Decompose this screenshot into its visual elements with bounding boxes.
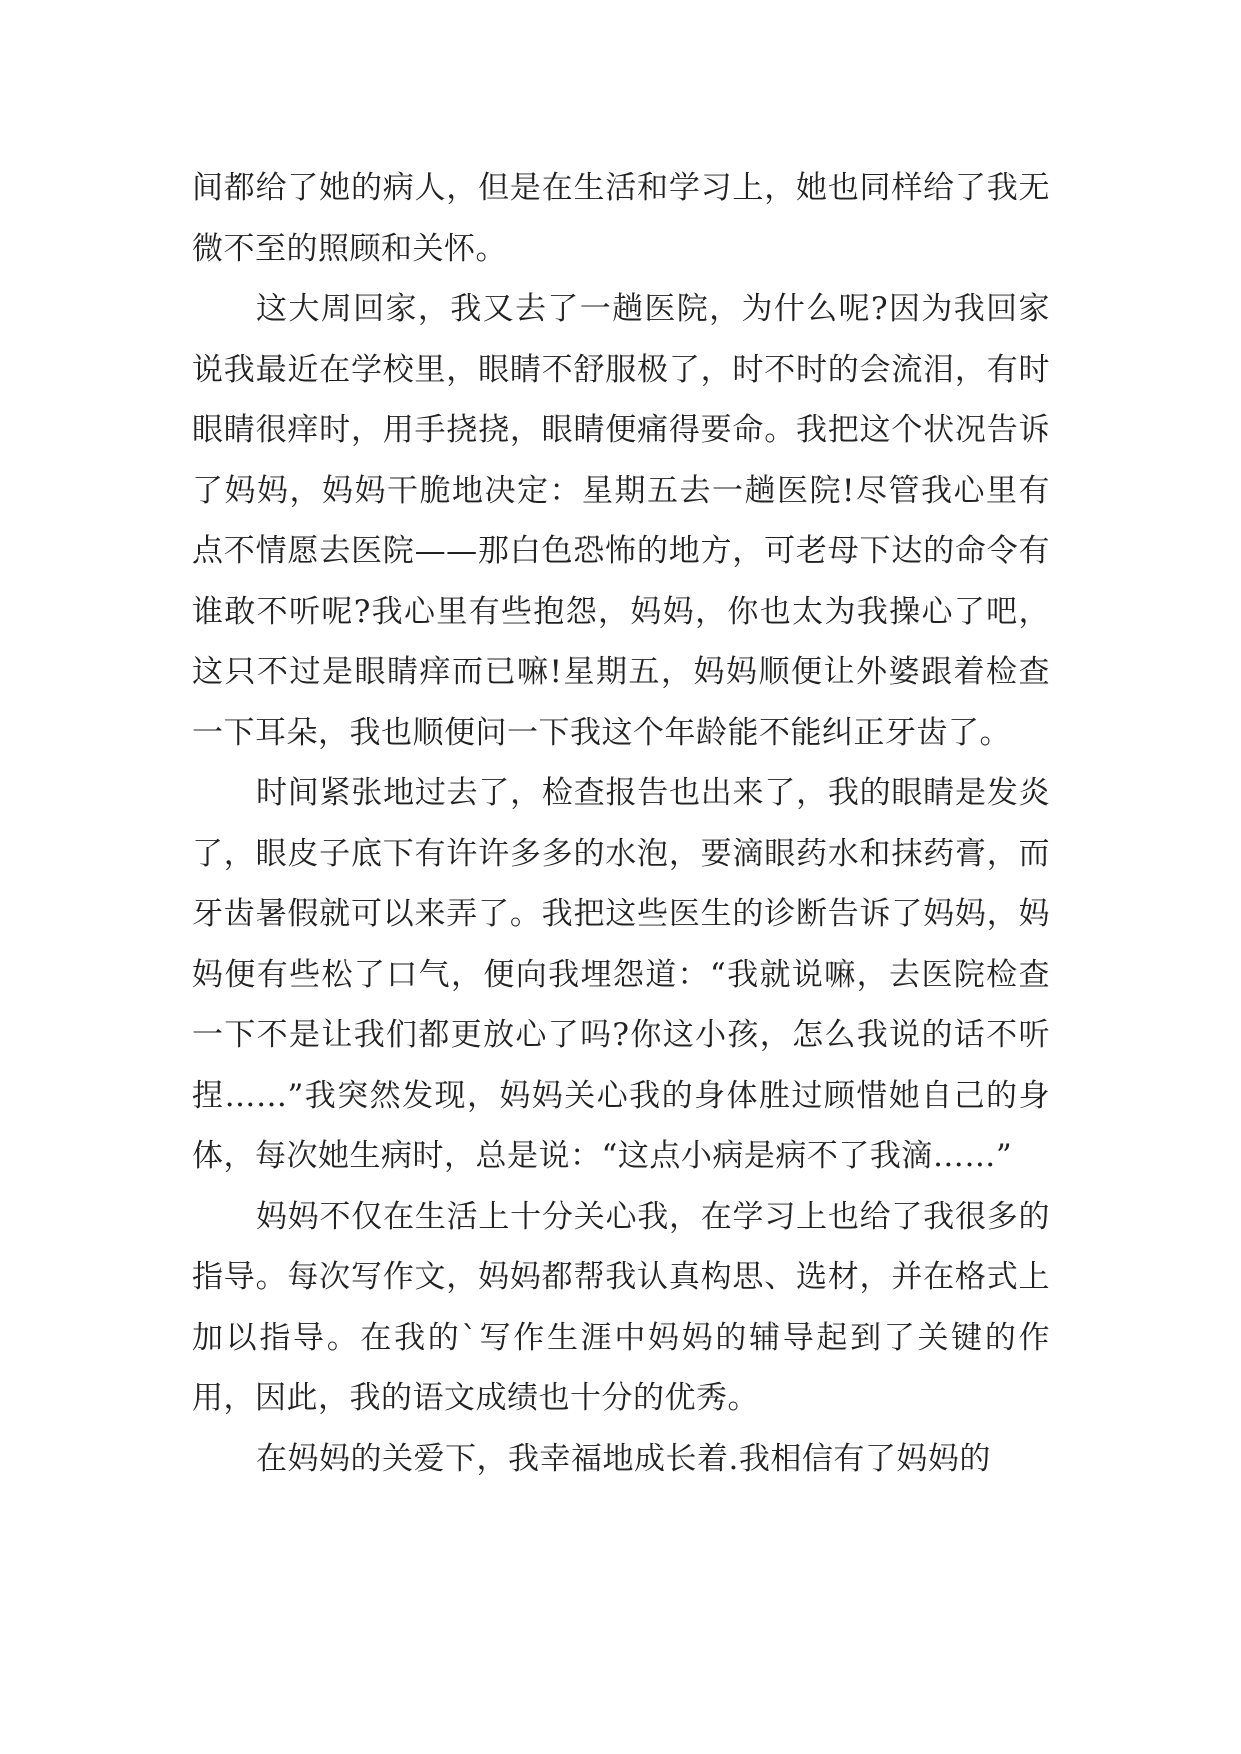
- paragraph-study-guidance: 妈妈不仅在生活上十分关心我，在学习上也给了我很多的指导。每次写作文，妈妈都帮我认真构思、选材，并在格式上加以指导。在我的`写作生涯中妈妈的辅导起到了关键的作用，因此，我的语文成绩也十分的优秀。: [192, 1198, 1050, 1416]
- paragraph-hospital-visit: 这大周回家，我又去了一趟医院，为什么呢?因为我回家说我最近在学校里，眼睛不舒服极了，时不时的会流泪，有时眼睛很痒时，用手挠挠，眼睛便痛得要命。我把这个状况告诉了妈妈，妈妈干脆地决定：星期五去一趟医院!尽管我心里有点不情愿去医院——那白色恐怖的地方，可老母下达的命令有谁敢不听呢?我心里有些抱怨，妈妈，你也太为我操心了吧，这只不过是眼睛痒而已嘛!星期五，妈妈顺便让外婆跟着检查一下耳朵，我也顺便问一下我这个年龄能不能纠正牙齿了。: [192, 291, 1050, 751]
- paragraph-closing: 在妈妈的关爱下，我幸福地成长着.我相信有了妈妈的: [256, 1440, 991, 1477]
- paragraph-continuation: 间都给了她的病人，但是在生活和学习上，她也同样给了我无微不至的照顾和关怀。: [192, 170, 1050, 267]
- essay-body: [192, 158, 1050, 1489]
- paragraph-checkup-report: 时间紧张地过去了，检查报告也出来了，我的眼睛是发炎了，眼皮子底下有许许多多的水泡，要滴眼药水和抹药膏，而牙齿暑假就可以来弄了。我把这些医生的诊断告诉了妈妈，妈妈便有些松了口气，便向我埋怨道：“我就说嘛，去医院检查一下不是让我们都更放心了吗?你这小孩，怎么我说的话不听捏……”我突然发现，妈妈关心我的身体胜过顾惜她自己的身体，每次她生病时，总是说：“这点小病是病不了我滴……”: [192, 775, 1050, 1174]
